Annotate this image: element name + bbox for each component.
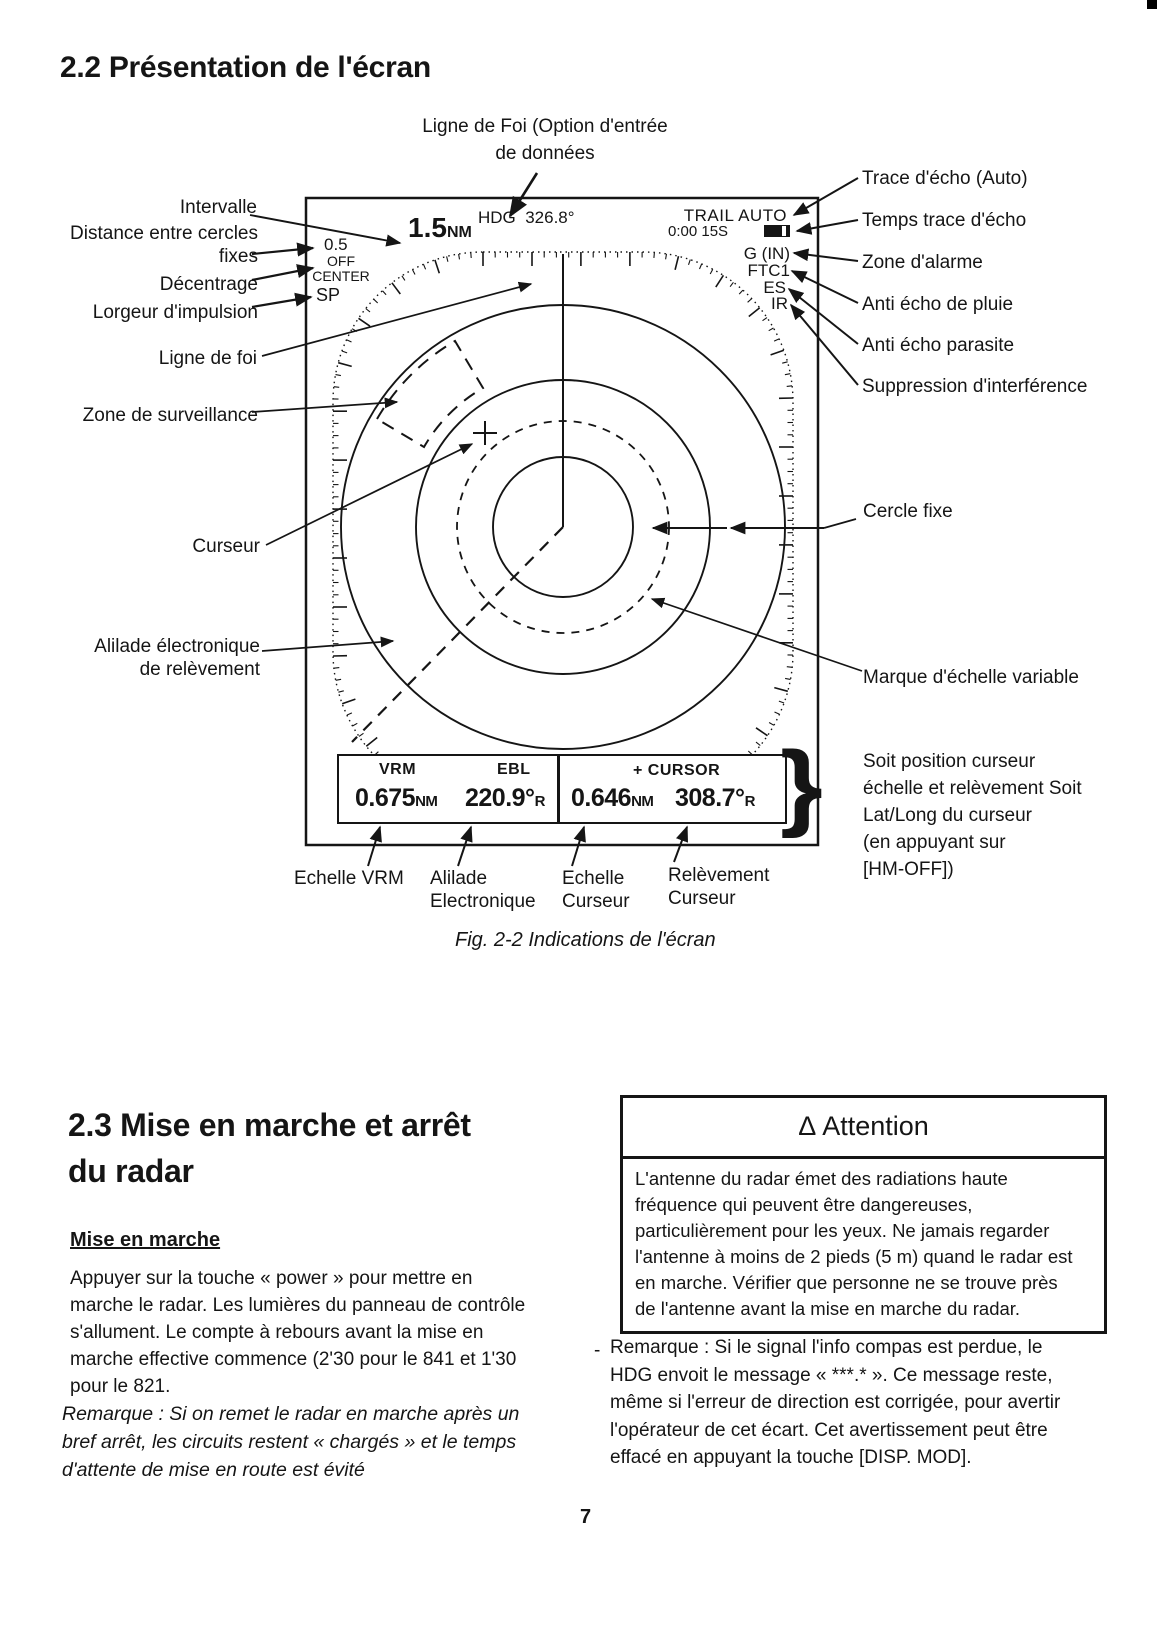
attention-body: L'antenne du radar émet des radiations haute fréquence qui peuvent être dangereuses, particulièrement pour les yeux. Ne jamais regarder l'antenne à moins de 2 pieds (5 m) quand le radar est en marche. Vérifier que personne ne se trouve près de l'antenne avant la mise en marche du radar. bbox=[635, 1168, 1073, 1319]
label-ligne-de-foi: Ligne de foi bbox=[158, 348, 257, 369]
cursor-range-unit: NM bbox=[631, 793, 654, 810]
label-cercle-fixe: Cercle fixe bbox=[863, 501, 953, 522]
guard-alarm-readout: G (IN) bbox=[743, 244, 790, 263]
remark-right: Remarque : Si le signal l'info compas est perdue, le HDG envoit le message « ***.* ». Ce message reste, même si l'erreur de direction est corrigée, pour avertir l'opérateur de cet écart. Cet avertissement peut être effacé en appuyant la touche [DISP. MOD]. bbox=[610, 1337, 1061, 1468]
ebl-value: 220.9°R bbox=[465, 784, 545, 812]
label-distance-cercles: Distance entre cercles fixes bbox=[70, 223, 258, 267]
label-relevement-curseur: Relèvement Curseur bbox=[668, 865, 770, 909]
cursor-label: + CURSOR bbox=[633, 762, 721, 779]
cursor-bearing-suffix: R bbox=[744, 793, 755, 810]
figure-caption: Fig. 2-2 Indications de l'écran bbox=[455, 929, 716, 951]
trail-time-readout: 0:00 15S bbox=[668, 223, 729, 240]
pulse-width-readout: SP bbox=[316, 285, 341, 305]
label-suppression-interference: Suppression d'interférence bbox=[862, 376, 1088, 397]
label-soit-position-curseur: Soit position curseur échelle et relèvement Soit Lat/Long du curseur (en appuyant sur [HM-OFF]) bbox=[863, 751, 1082, 880]
label-ligne-de-foi-note: Ligne de Foi (Option d'entrée de données bbox=[422, 116, 668, 164]
range-value: 1.5 bbox=[408, 212, 447, 243]
label-intervalle: Intervalle bbox=[179, 197, 257, 218]
cursor-range-value: 0.646NM bbox=[571, 784, 654, 812]
cursor-bearing-value: 308.7°R bbox=[675, 784, 755, 812]
offcenter-readout: OFF CENTER bbox=[312, 253, 370, 284]
cursor-cross-icon bbox=[473, 421, 497, 445]
trail-mode-readout: TRAIL AUTO bbox=[683, 206, 787, 225]
label-anti-echo-parasite: Anti écho parasite bbox=[862, 335, 1015, 356]
attention-warning-box bbox=[620, 1095, 1107, 1334]
es-readout: ES bbox=[763, 278, 786, 297]
ftc-readout: FTC1 bbox=[747, 261, 790, 280]
label-decentrage: Décentrage bbox=[159, 274, 258, 295]
databox-divider bbox=[557, 756, 560, 822]
mise-en-marche-heading: Mise en marche bbox=[70, 1229, 221, 1251]
vrm-label: VRM bbox=[379, 761, 417, 778]
label-largeur-impulsion: Lorgeur d'impulsion bbox=[92, 302, 258, 323]
label-zone-alarme: Zone d'alarme bbox=[862, 252, 983, 273]
hdg-readout: HDG 326.8° bbox=[478, 208, 575, 227]
section-2-3-title: 2.3 Mise en marche et arrêt du radar bbox=[68, 1107, 471, 1189]
label-temps-trace-echo: Temps trace d'écho bbox=[862, 210, 1027, 231]
page-number: 7 bbox=[580, 1506, 592, 1528]
ebl-label: EBL bbox=[497, 761, 531, 778]
trail-time-gauge-icon bbox=[764, 225, 790, 237]
ir-readout: IR bbox=[771, 294, 788, 313]
remark-right-dash: - bbox=[594, 1340, 601, 1361]
section-2-2-title: 2.2 Présentation de l'écran bbox=[60, 51, 431, 84]
ebl-dashed-line bbox=[352, 527, 563, 742]
label-anti-echo-pluie: Anti écho de pluie bbox=[862, 294, 1014, 315]
vrm-value: 0.675NM bbox=[355, 784, 438, 812]
ebl-suffix: R bbox=[534, 793, 545, 810]
range-unit: NM bbox=[446, 224, 472, 241]
label-zone-surveillance: Zone de surveillance bbox=[82, 405, 258, 426]
mise-en-marche-paragraph: Appuyer sur la touche « power » pour mettre en marche le radar. Les lumières du panneau de contrôle s'allument. Le compte à rebours avant la mise en marche effective commence (2'30 pour le 841 et 1'30 pour le 821. bbox=[70, 1268, 526, 1397]
label-echelle-vrm: Echelle VRM bbox=[294, 868, 404, 889]
brace-glyph: } bbox=[780, 732, 823, 839]
ring-interval-readout: 0.5 bbox=[324, 235, 348, 254]
label-marque-echelle-variable: Marque d'échelle variable bbox=[863, 667, 1079, 688]
vrm-ebl-cursor-databox bbox=[337, 754, 787, 824]
label-alidade-electronique: Alilade électronique de relèvement bbox=[94, 636, 260, 680]
label-echelle-curseur: Echelle Curseur bbox=[562, 868, 630, 912]
vrm-unit: NM bbox=[415, 793, 438, 810]
remark-left: Remarque : Si on remet le radar en marche après un bref arrêt, les circuits restent « chargés » et le temps d'attente de mise en route est évité bbox=[62, 1403, 520, 1481]
label-curseur: Curseur bbox=[192, 536, 260, 557]
label-trace-echo: Trace d'écho (Auto) bbox=[862, 168, 1028, 189]
label-alidade-electronique-bottom: Alilade Electronique bbox=[430, 868, 536, 912]
range-readout bbox=[408, 212, 472, 244]
attention-title: Δ Attention bbox=[623, 1098, 1104, 1159]
guard-zone-sector bbox=[377, 341, 483, 447]
